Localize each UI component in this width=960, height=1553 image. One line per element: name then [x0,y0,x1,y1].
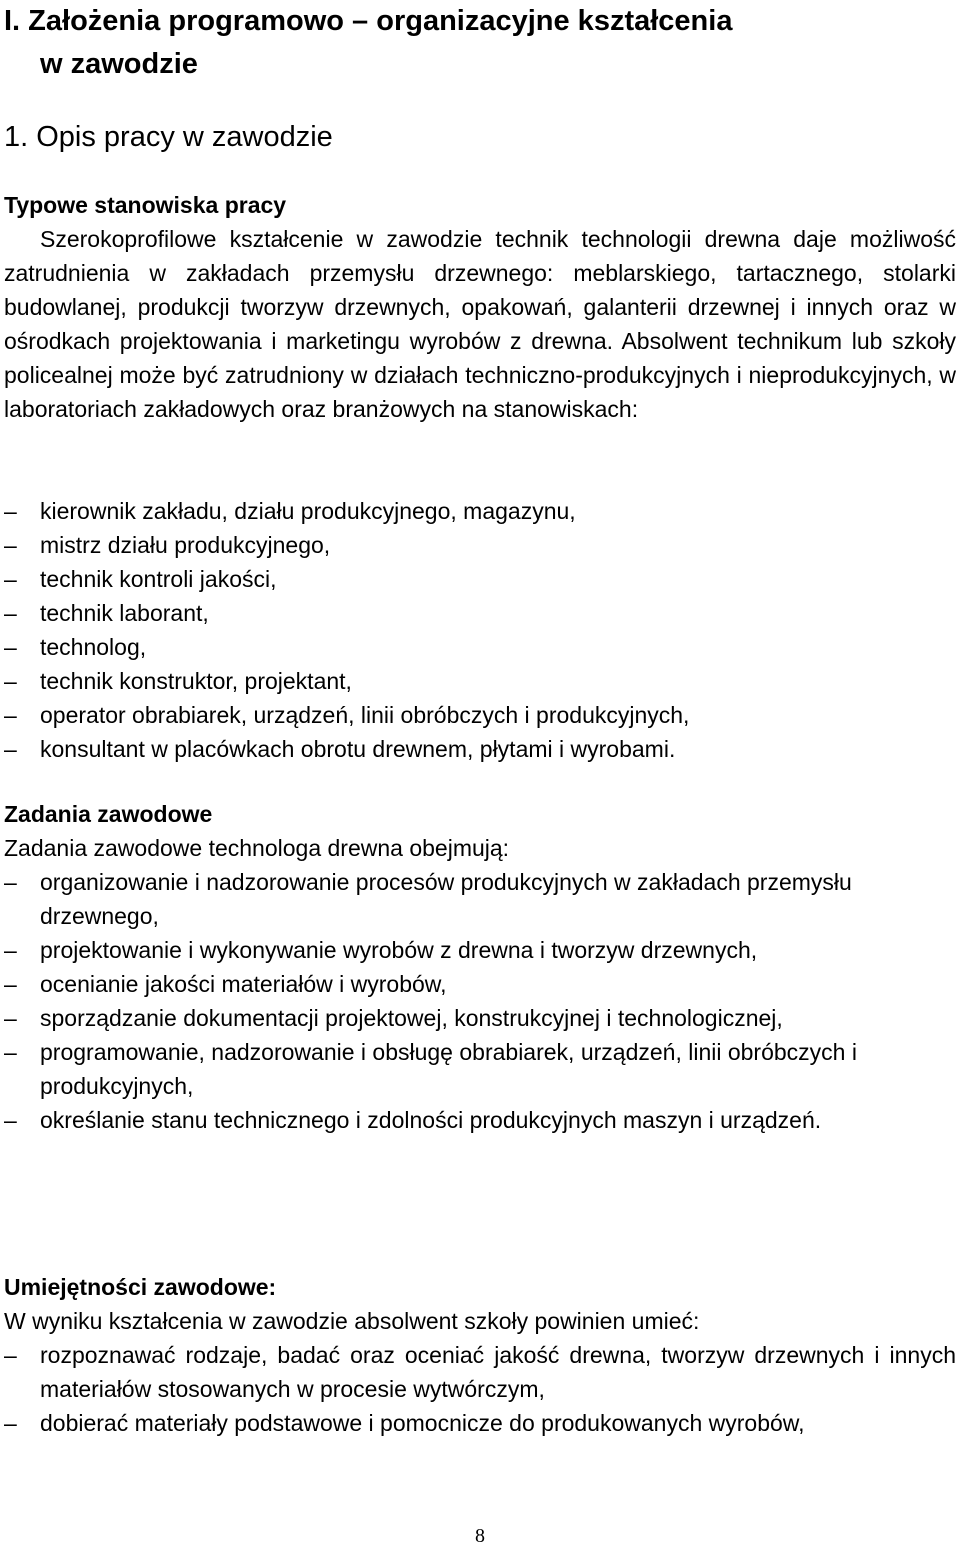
section-title-skills: Umiejętności zawodowe: [4,1274,277,1300]
section-title-tasks: Zadania zawodowe [4,801,213,827]
chapter-heading-line2: w zawodzie [40,48,198,80]
tasks-list [4,865,894,1137]
list-item: – ocenianie jakości materiałów i wyrobów, [4,971,447,997]
list-item: – dobierać materiały podstawowe i pomocnicze do produkowanych wyrobów, [4,1410,805,1436]
positions-list [4,494,956,766]
list-item: – rozpoznawać rodzaje, badać oraz oceniać jakość drewna, tworzyw drzewnych i innych materiałów stosowanych w procesie wytwórczym, [4,1342,956,1402]
list-item: – operator obrabiarek, urządzeń, linii obróbczych i produkcyjnych, [4,702,690,728]
list-item: – technik konstruktor, projektant, [4,668,352,694]
section-heading: 1. Opis pracy w zawodzie [4,121,333,153]
chapter-heading [4,0,954,86]
list-item: – technik kontroli jakości, [4,566,277,592]
list-item: – projektowanie i wykonywanie wyrobów z drewna i tworzyw drzewnych, [4,937,758,963]
list-item: – sporządzanie dokumentacji projektowej, konstrukcyjnej i technologicznej, [4,1005,783,1031]
section-title-positions: Typowe stanowiska pracy [4,192,287,218]
positions-paragraph-text: Szerokoprofilowe kształcenie w zawodzie technik technologii drewna daje możliwość zatrudnienia w zakładach przemysłu drzewnego: meblarskiego, tartacznego, stolarki budowlanej, produkcji tworzyw drzewnych, opakowań, galanterii drzewnej i innych oraz w ośrodkach projektowania i marketingu wyrobów z drewna. Absolwent technikum lub szkoły policealnej może być zatrudniony w działach techniczno-produkcyjnych i nieprodukcyjnych, w laboratoriach zakładowych oraz branżowych na stanowiskach: [4,226,956,422]
list-item: – określanie stanu technicznego i zdolności produkcyjnych maszyn i urządzeń. [4,1107,822,1133]
list-item: – kierownik zakładu, działu produkcyjnego, magazynu, [4,498,576,524]
tasks-intro: Zadania zawodowe technologa drewna obejmują: [4,835,510,861]
skills-list [4,1338,956,1440]
page-number: 8 [475,1525,485,1547]
list-item: – organizowanie i nadzorowanie procesów produkcyjnych w zakładach przemysłu drzewnego, [4,869,852,929]
positions-paragraph [4,222,956,426]
list-item: – mistrz działu produkcyjnego, [4,532,331,558]
skills-intro: W wyniku kształcenia w zawodzie absolwent szkoły powinien umieć: [4,1308,700,1334]
chapter-heading-line1: I. Założenia programowo – organizacyjne kształcenia [4,5,733,37]
list-item: – konsultant w placówkach obrotu drewnem, płytami i wyrobami. [4,736,676,762]
list-item: – programowanie, nadzorowanie i obsługę obrabiarek, urządzeń, linii obróbczych i produkcyjnych, [4,1039,857,1099]
list-item: – technik laborant, [4,600,209,626]
list-item: – technolog, [4,634,147,660]
